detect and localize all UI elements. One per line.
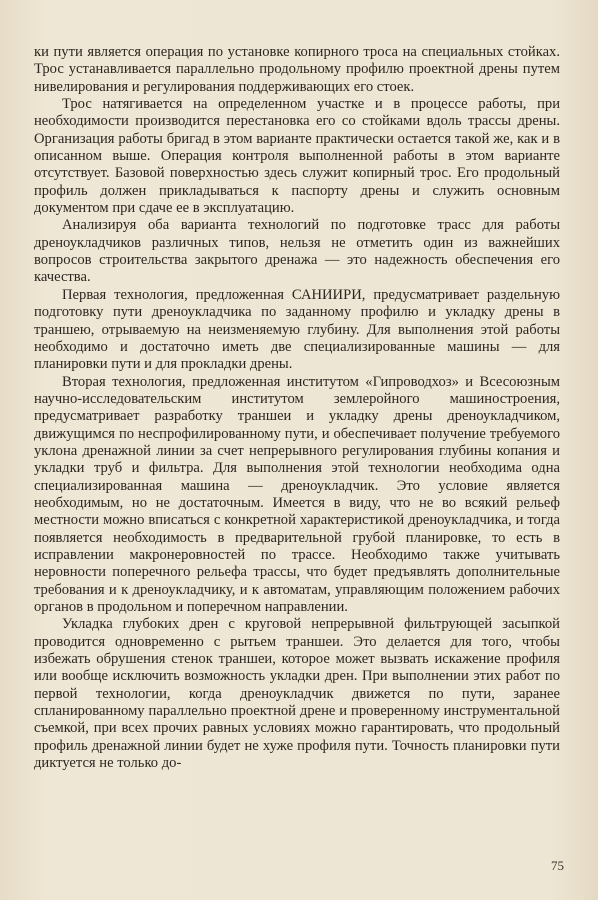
paragraph-2: Трос натягивается на определенном участке и в процессе работы, при необходимости производится перестановка его со стойками вдоль трассы дрены. Организация работы бригад в этом варианте практически остается такой же, как и в описанном выше. Операция контроля выполненной работы в этом варианте отсутствует. Базовой поверхностью здесь служит копирный трос. Его продольный профиль должен прикладываться к паспорту дрены и служить основным документом при сдаче ее в эксплуатацию.: [34, 96, 560, 217]
paragraph-4: Первая технология, предложенная САНИИРИ, предусматривает раздельную подготовку пути дреноукладчика по заданному профилю и укладку дрены в траншею, отрываемую на неизменяемую глубину. Для выполнения этой работы необходимо и достаточно иметь две специализированные машины — для планировки пути и для прокладки дрены.: [34, 286, 560, 373]
page-number: 75: [551, 858, 564, 873]
paragraph-1: ки пути является операция по установке копирного троса на специальных стойках. Трос устанавливается параллельно продольному профилю проектной дрены путем нивелирования и регулирования поддерживающих его стоек.: [34, 44, 560, 95]
body-text: [34, 44, 560, 772]
paragraph-3: Анализируя оба варианта технологий по подготовке трасс для работы дреноукладчиков различных типов, нельзя не отметить один из важнейших вопросов строительства закрытого дренажа — это надежность обеспечения его качества.: [34, 217, 560, 286]
paragraph-6: Укладка глубоких дрен с круговой непрерывной фильтрующей засыпкой проводится одновременно с рытьем траншеи. Это делается для того, чтобы избежать обрушения стенок траншеи, которое может вызвать искажение профиля или вообще исключить возможность укладки дрен. При выполнении этих работ по первой технологии, когда дреноукладчик движется по пути, заранее спланированному параллельно проектной дрене и проверенному инструментальной съемкой, при всех прочих равных условиях можно гарантировать, что продольный профиль дренажной линии будет не хуже профиля пути. Точность планировки пути диктуется не только до-: [34, 616, 560, 772]
paragraph-5: Вторая технология, предложенная институтом «Гипроводхоз» и Всесоюзным научно-исследовательским институтом землеройного машиностроения, предусматривает разработку траншеи и укладку дрены дреноукладчиком, движущимся по неспрофилированному пути, и обеспечивает получение требуемого уклона дренажной линии за счет непрерывного регулирования глубины копания и укладки труб и фильтра. Для выполнения этой технологии необходима одна специализированная машина — дреноукладчик. Это условие является необходимым, но не достаточным. Имеется в виду, что не во всякий рельеф местности можно вписаться с конкретной характеристикой дреноукладчика, и тогда появляется необходимость в предварительной грубой планировке, то есть в исправлении макронеровностей по трассе. Необходимо также учитывать неровности поперечного рельефа трассы, что будет предъявлять дополнительные требования и к дреноукладчику, и к автоматам, управляющим положением рабочих органов в продольном и поперечном направлении.: [34, 373, 560, 615]
